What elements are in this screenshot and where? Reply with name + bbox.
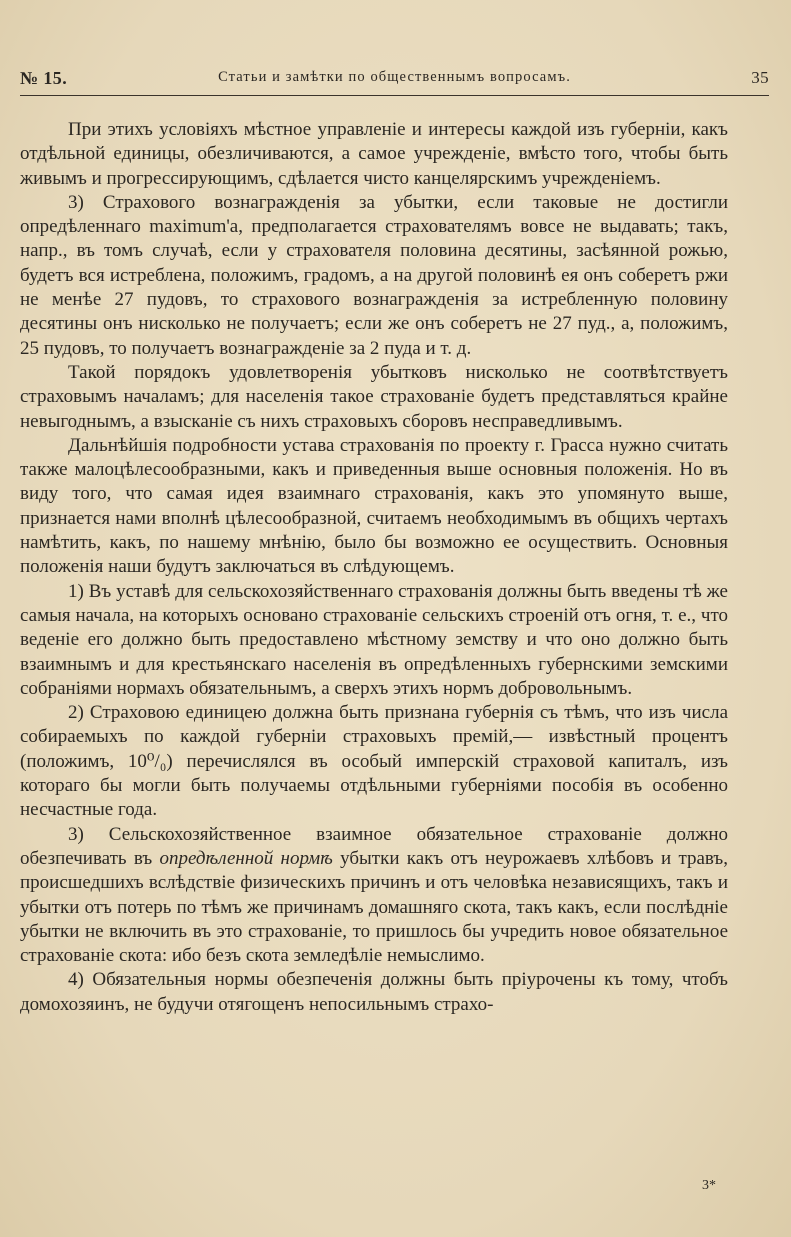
header-rule — [20, 95, 769, 96]
paragraph: 3) Страхового вознагражденiя за убытки, если таковые не достигли опредѣленнаго maximum'а, предполагается страхователямъ вовсе не выдавать; такъ, напр., въ томъ случаѣ, если у страхователя половина десятины, засѣянной рожью, будетъ вся истреблена, положимъ, градомъ, а на другой половинѣ ея онъ соберетъ ржи не менѣе 27 пудовъ, то страхового вознагражденiя за истребленную половину десятины онъ нисколько не получаетъ; если же онъ соберетъ не 27 пуд., а, положимъ, 25 пудовъ, то получаетъ вознагражденiе за 2 пуда и т. д. — [20, 191, 728, 359]
running-title: Статьи и замѣтки по общественнымъ вопросамъ. — [218, 69, 571, 85]
paragraph: При этихъ условiяхъ мѣстное управленiе и интересы каждой изъ губернiи, какъ отдѣльной единицы, обезличиваются, а самое учрежденiе, вмѣсто того, чтобы быть живымъ и прогрессирующимъ, сдѣлается чисто канцелярскимъ учрежденiемъ. — [20, 119, 728, 189]
paragraph: 4) Обязательныя нормы обезпеченiя должны быть прiурочены къ тому, чтобъ домохозяинъ, не будучи отягощенъ непосильнымъ страхо- — [20, 969, 728, 1015]
signature-mark: 3* — [702, 1178, 716, 1193]
page-number: 35 — [751, 68, 769, 87]
italic-phrase: опредѣленной нормѣ — [159, 847, 333, 869]
body-text — [20, 118, 728, 1017]
paragraph: 3) Сельскохозяйственное взаимное обязательное страхованiе должно обезпечивать въ опредѣленной нормѣ убытки какъ отъ неурожаевъ хлѣбовъ и травъ, происшедшихъ вслѣдствiе физическихъ причинъ и отъ человѣка независящихъ, такъ и убытки отъ потерь по тѣмъ же причинамъ домашняго скота, такъ какъ, если послѣднiе убытки не включить въ это страхованiе, то пришлось бы учредить новое обязательное страхованiе скота: ибо безъ скота земледѣлiе немыслимо. — [20, 823, 728, 967]
paragraph: Дальнѣйшiя подробности устава страхованiя по проекту г. Грасса нужно считать также малоцѣлесообразными, какъ и приведенныя выше основныя положенiя. Но въ виду того, что самая идея взаимнаго страхованiя, какъ это упомянуто выше, признается нами вполнѣ цѣлесообразной, считаемъ необходимымъ въ общихъ чертахъ намѣтить, какъ, по нашему мнѣнiю, было бы возможно ее осуществить. Основныя положенiя наши будутъ заключаться въ слѣдующемъ. — [20, 434, 728, 578]
page-header — [20, 68, 769, 92]
issue-number: № 15. — [20, 68, 68, 88]
paragraph: 2) Страховою единицею должна быть признана губернiя съ тѣмъ, что изъ числа собираемыхъ по каждой губернiи страховыхъ премiй,— извѣстный процентъ (положимъ, 10⁰/₀) перечислялся въ особый имперскiй страховой капиталъ, изъ котораго бы могли быть получаемы отдѣльными губернiями пособiя въ особенно несчастные года. — [20, 702, 728, 821]
paragraph: Такой порядокъ удовлетворенiя убытковъ нисколько не соотвѣтствуетъ страховымъ началамъ; для населенiя такое страхованiе будетъ представляться крайне невыгоднымъ, а взысканiе съ нихъ страховыхъ сборовъ несправедливымъ. — [20, 361, 728, 432]
paragraph: 1) Въ уставѣ для сельскохозяйственнаго страхованiя должны быть введены тѣ же самыя начала, на которыхъ основано страхованiе сельскихъ строенiй отъ огня, т. е., что веденiе его должно быть предоставлено мѣстному земству и что оно должно быть взаимнымъ и для крестьянскаго населенiя въ опредѣленныхъ губернскими земскими собранiями нормахъ обязательнымъ, а сверхъ этихъ нормъ добровольнымъ. — [20, 580, 728, 699]
